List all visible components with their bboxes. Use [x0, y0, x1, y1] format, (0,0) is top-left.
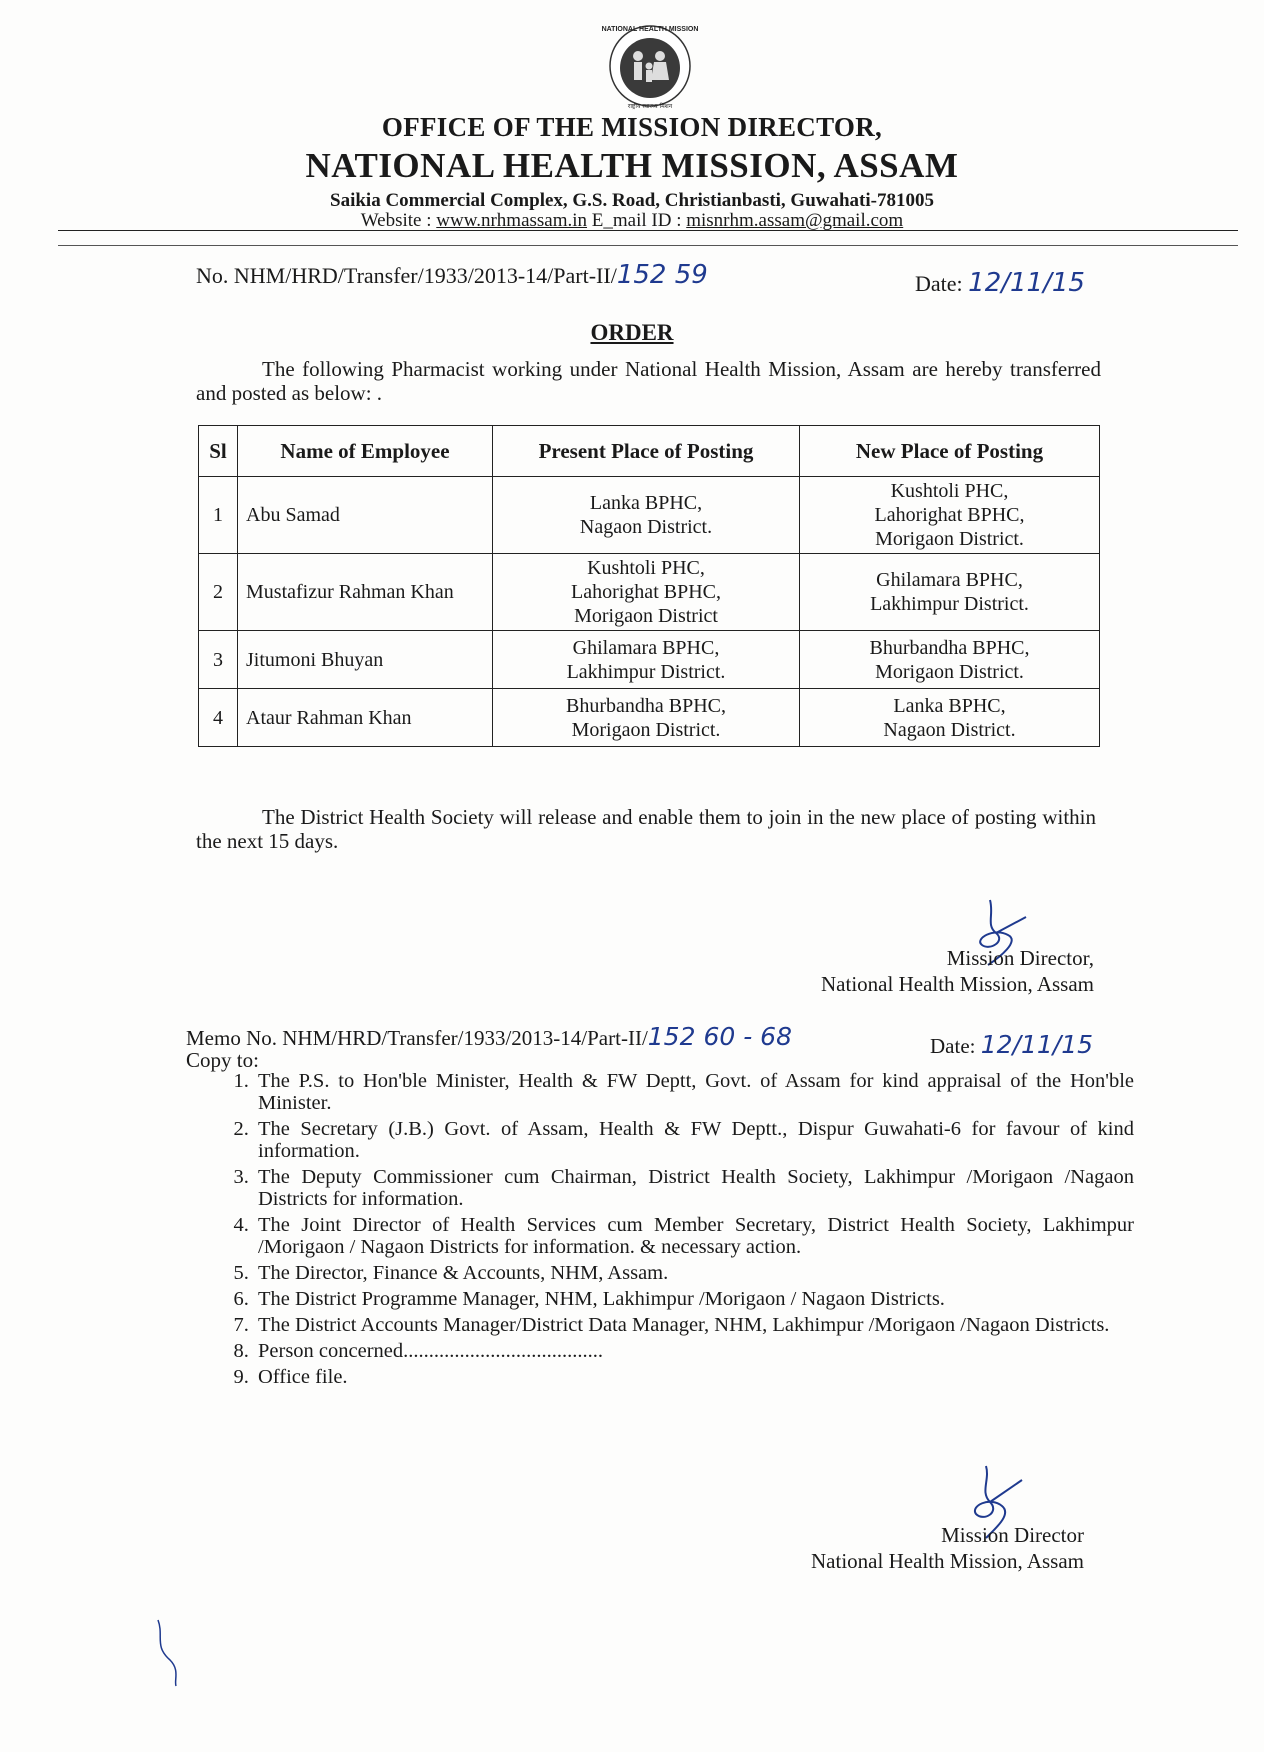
- signatory-org: National Health Mission, Assam: [821, 972, 1094, 996]
- column-header-name: Name of Employee: [238, 426, 493, 477]
- signature-block-2: [720, 1522, 1084, 1574]
- order-number-handwritten: 152 59: [616, 260, 708, 290]
- order-reference: [196, 260, 708, 290]
- memo-date: [930, 1030, 1093, 1059]
- copy-to-label: Copy to:: [186, 1048, 259, 1072]
- memo-number-handwritten: 152 60 - 68: [647, 1022, 792, 1051]
- email-link[interactable]: misnrhm.assam@gmail.com: [686, 210, 904, 231]
- list-item: 9. Office file.: [254, 1366, 1134, 1388]
- list-item: 8. Person concerned.......................................: [254, 1340, 1134, 1362]
- new-posting-line: Lakhimpur District.: [870, 593, 1029, 615]
- list-item: 7. The District Accounts Manager/District Data Manager, NHM, Lakhimpur /Morigaon /Nagaon Districts.: [254, 1314, 1134, 1336]
- present-posting-line: Nagaon District.: [579, 516, 713, 538]
- closing-paragraph: The District Health Society will release and enable them to join in the new place of posting within the next 15 days.: [196, 805, 1096, 853]
- transfer-table: [198, 425, 1100, 747]
- cell-new-posting: [800, 477, 1100, 554]
- logo-subtext: राष्ट्रीय स्वास्थ्य मिशन: [627, 103, 673, 110]
- list-item: 4. The Joint Director of Health Services cum Member Secretary, District Health Society, Lakhimpur /Morigaon / Nagaon Districts for information. & necessary action.: [254, 1214, 1134, 1258]
- order-date: [915, 268, 1085, 298]
- signatory-org: National Health Mission, Assam: [811, 1549, 1084, 1573]
- present-posting-line: Morigaon District: [574, 605, 718, 627]
- cell-employee-name: Ataur Rahman Khan: [238, 689, 493, 747]
- cell-present-posting: [493, 477, 800, 554]
- cell-employee-name: Mustafizur Rahman Khan: [238, 554, 493, 631]
- column-header-new: New Place of Posting: [800, 426, 1100, 477]
- cell-sl: 3: [199, 631, 238, 689]
- new-posting-line: Lanka BPHC,: [893, 694, 1006, 717]
- cell-new-posting: [800, 554, 1100, 631]
- new-posting-line: Kushtoli PHC,: [890, 480, 1009, 502]
- present-posting-line: Ghilamara BPHC,: [572, 636, 720, 659]
- order-date-handwritten: 12/11/15: [968, 268, 1085, 298]
- memo-date-handwritten: 12/11/15: [980, 1030, 1094, 1059]
- signatory-title: Mission Director: [941, 1523, 1084, 1547]
- order-date-label: Date:: [915, 271, 969, 296]
- order-number: No. NHM/HRD/Transfer/1933/2013-14/Part-II/: [196, 263, 617, 288]
- website-label: Website :: [360, 210, 437, 231]
- present-posting-line: Lanka BPHC,: [589, 492, 703, 514]
- list-item: 6. The District Programme Manager, NHM, Lakhimpur /Morigaon / Nagaon Districts.: [254, 1288, 1134, 1310]
- logo-text: NATIONAL HEALTH MISSION: [601, 26, 699, 33]
- list-item: 1. The P.S. to Hon'ble Minister, Health & FW Deptt, Govt. of Assam for kind appraisal of the Hon'ble Minister.: [254, 1070, 1134, 1114]
- header-divider-thin: [58, 245, 1238, 246]
- list-item: 5. The Director, Finance & Accounts, NHM, Assam.: [254, 1262, 1134, 1284]
- present-posting-line: Kushtoli PHC,: [587, 557, 705, 579]
- organization-heading: NATIONAL HEALTH MISSION, ASSAM: [305, 146, 959, 185]
- new-posting-line: Bhurbandha BPHC,: [869, 636, 1030, 659]
- email-label: E_mail ID :: [587, 210, 687, 231]
- office-address: Saikia Commercial Complex, G.S. Road, Christianbasti, Guwahati-781005: [330, 190, 934, 211]
- new-posting-line: Nagaon District.: [883, 718, 1016, 741]
- header-divider: [58, 230, 1238, 231]
- nhm-logo-icon: [590, 20, 710, 112]
- cell-new-posting: [800, 631, 1100, 689]
- copy-list: [214, 1070, 1134, 1392]
- document-title: ORDER: [590, 320, 674, 345]
- cell-employee-name: Abu Samad: [238, 477, 493, 554]
- office-heading: OFFICE OF THE MISSION DIRECTOR,: [381, 112, 883, 142]
- present-posting-line: Bhurbandha BPHC,: [566, 694, 726, 717]
- memo-date-label: Date:: [930, 1034, 981, 1058]
- cell-sl: 4: [199, 689, 238, 747]
- signature-block-1: [720, 945, 1094, 997]
- present-posting-line: Morigaon District.: [571, 718, 721, 741]
- cell-sl: 2: [199, 554, 238, 631]
- cell-new-posting: [800, 689, 1100, 747]
- cell-employee-name: Jitumoni Bhuyan: [238, 631, 493, 689]
- table-row: [199, 477, 1100, 554]
- table-row: [199, 554, 1100, 631]
- list-item: 3. The Deputy Commissioner cum Chairman, District Health Society, Lakhimpur /Morigaon /Nagaon Districts for information.: [254, 1166, 1134, 1210]
- memo-reference: [186, 1022, 792, 1051]
- table-row: [199, 631, 1100, 689]
- memo-number: Memo No. NHM/HRD/Transfer/1933/2013-14/Part-II/: [186, 1026, 648, 1050]
- cell-present-posting: [493, 689, 800, 747]
- signatory-title: Mission Director,: [946, 946, 1094, 970]
- contact-line: [0, 210, 1264, 232]
- column-header-present: Present Place of Posting: [493, 426, 800, 477]
- table-row: [199, 689, 1100, 747]
- new-posting-line: Morigaon District.: [875, 660, 1024, 683]
- website-link[interactable]: www.nrhmassam.in: [436, 210, 588, 231]
- table-header-row: [199, 426, 1100, 477]
- new-posting-line: Morigaon District.: [875, 528, 1024, 550]
- list-item: 2. The Secretary (J.B.) Govt. of Assam, Health & FW Deptt., Dispur Guwahati-6 for favour of kind information.: [254, 1118, 1134, 1162]
- cell-present-posting: [493, 554, 800, 631]
- present-posting-line: Lahorighat BPHC,: [571, 581, 721, 603]
- margin-scribble-mark: [150, 1616, 190, 1688]
- cell-sl: 1: [199, 477, 238, 554]
- new-posting-line: Ghilamara BPHC,: [876, 569, 1023, 591]
- present-posting-line: Lakhimpur District.: [566, 660, 726, 683]
- intro-paragraph: The following Pharmacist working under National Health Mission, Assam are hereby transferred and posted as below: .: [196, 357, 1101, 405]
- cell-present-posting: [493, 631, 800, 689]
- new-posting-line: Lahorighat BPHC,: [874, 504, 1025, 526]
- column-header-sl: Sl: [199, 426, 238, 477]
